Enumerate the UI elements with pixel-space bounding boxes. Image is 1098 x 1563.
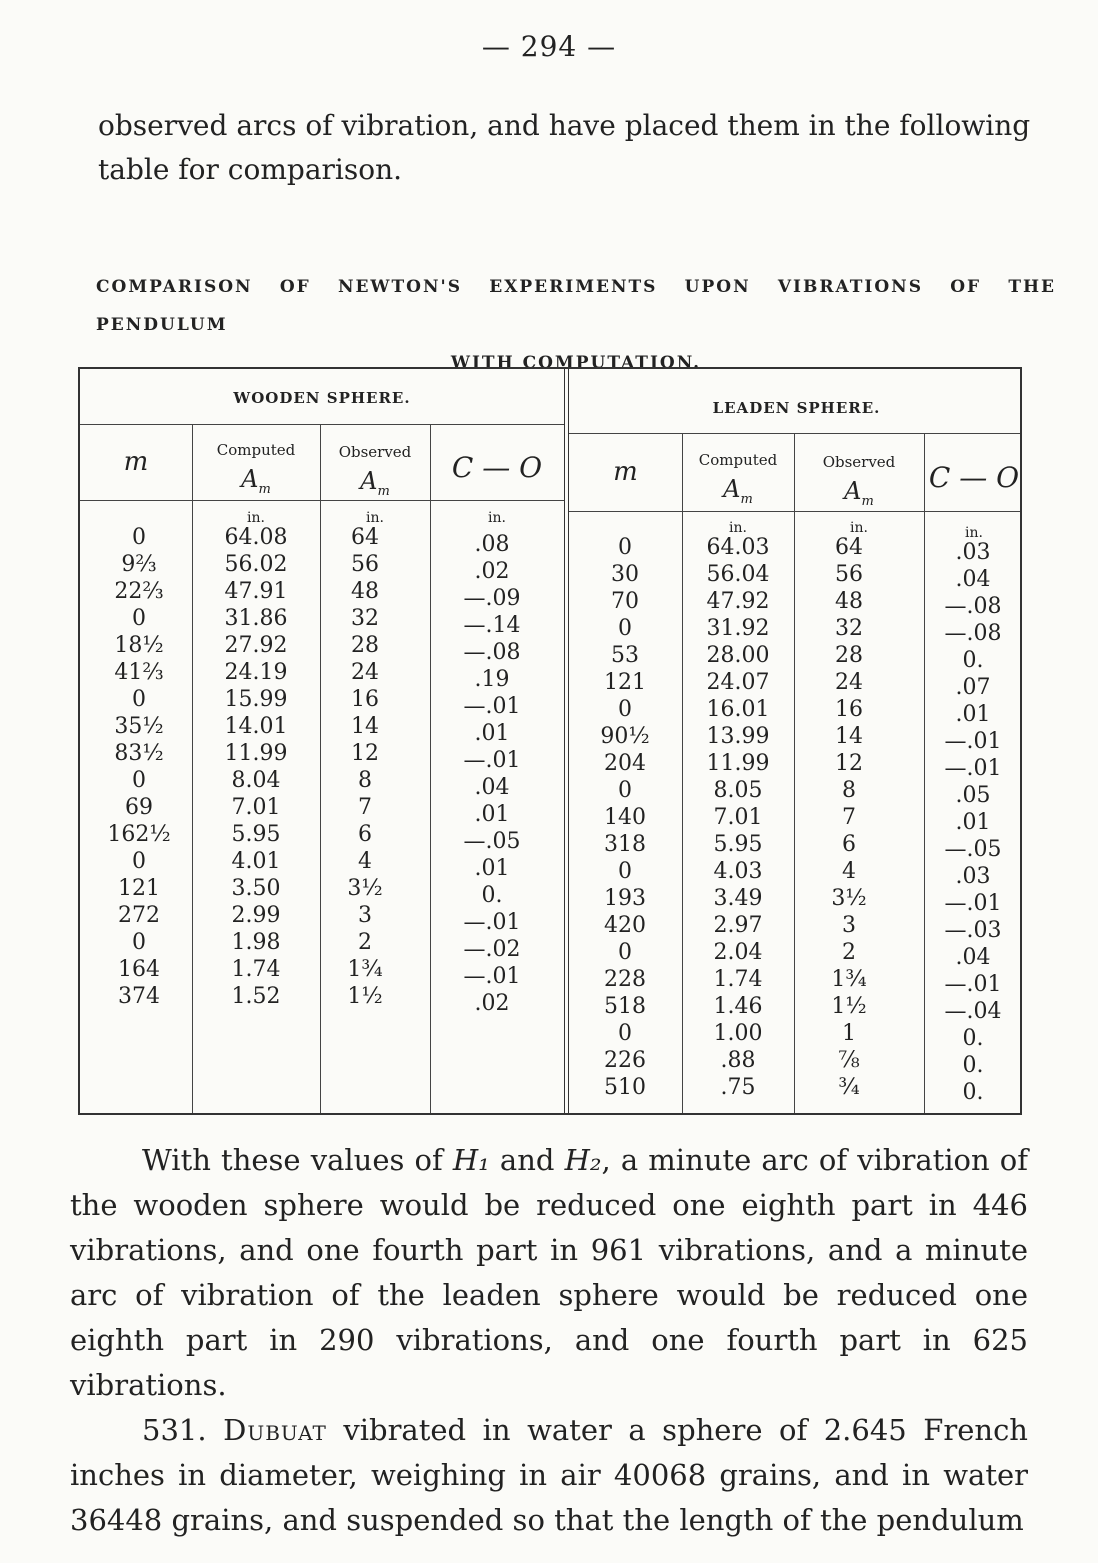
table-cell: —.08: [463, 640, 521, 665]
m-subscript: m: [740, 491, 753, 507]
table-cell: 1½: [347, 984, 383, 1009]
m-subscript: m: [258, 481, 271, 497]
table-cell: —.01: [463, 748, 521, 773]
leaden-c-minus-o-column: [930, 539, 1016, 1106]
table-cell: 0: [132, 687, 146, 712]
table-cell: 12: [835, 751, 863, 776]
table-cell: 9⅔: [121, 552, 157, 577]
table-cell: —.01: [463, 694, 521, 719]
table-cell: 140: [604, 805, 646, 830]
text-run: With these values of: [142, 1143, 453, 1177]
table-cell: 2.04: [713, 940, 763, 965]
table-cell: 193: [604, 886, 646, 911]
text-run: vibrated in water a sphere of 2.645 French inches in diameter, weighing in air 40068 grains, and in water 36448 grains, and suspended so that the length of the pendulum: [70, 1413, 1028, 1537]
table-cell: 48: [835, 589, 863, 614]
table-cell: 2.99: [231, 903, 281, 928]
table-cell: 4: [358, 849, 372, 874]
section-number: 531.: [142, 1413, 224, 1447]
table-cell: 90½: [600, 724, 650, 749]
table-cell: 4.03: [713, 859, 763, 884]
table-cell: 1.46: [713, 994, 763, 1019]
table-cell: 64: [351, 525, 379, 550]
observed-label: Observed: [822, 453, 896, 471]
leaden-m-header: m: [613, 457, 638, 487]
table-cell: 14: [351, 714, 379, 739]
symbol-h2: H₂: [564, 1143, 602, 1177]
table-cell: 5.95: [231, 822, 281, 847]
table-cell: 24: [351, 660, 379, 685]
m-subscript: m: [377, 483, 390, 499]
a-symbol: A: [723, 475, 741, 503]
leaden-sphere-title: LEADEN SPHERE.: [712, 399, 881, 417]
table-cell: 0: [618, 616, 632, 641]
table-cell: 31.92: [706, 616, 770, 641]
table-cell: ⅞: [838, 1048, 860, 1073]
unit-label: in.: [366, 510, 384, 526]
table-cell: 14.01: [224, 714, 288, 739]
row-divider: [80, 500, 564, 501]
table-cell: 1.52: [231, 984, 281, 1009]
table-cell: —.08: [944, 621, 1002, 646]
table-cell: .01: [474, 856, 510, 881]
symbol-h1: H₁: [452, 1143, 490, 1177]
table-cell: 24.19: [224, 660, 288, 685]
table-cell: 0: [132, 606, 146, 631]
table-cell: 420: [604, 913, 646, 938]
table-cell: 7: [842, 805, 856, 830]
table-cell: 0: [132, 768, 146, 793]
table-cell: 14: [835, 724, 863, 749]
table-cell: 1.74: [713, 967, 763, 992]
table-cell: 56: [835, 562, 863, 587]
wooden-m-header: m: [123, 447, 149, 477]
table-cell: 5.95: [713, 832, 763, 857]
table-cell: 1¾: [831, 967, 867, 992]
computed-label: Computed: [698, 451, 778, 469]
table-cell: 11.99: [706, 751, 770, 776]
wooden-c-minus-o-column: [442, 531, 542, 1017]
table-cell: 0: [618, 859, 632, 884]
table-cell: 0.: [962, 648, 984, 673]
text-run: and: [489, 1143, 565, 1177]
table-cell: .05: [955, 783, 991, 808]
caption-line-1: COMPARISON OF NEWTON'S EXPERIMENTS UPON VIBRATIONS OF THE PENDULUM: [96, 277, 1056, 335]
table-cell: 3.50: [231, 876, 281, 901]
table-cell: .04: [955, 567, 991, 592]
table-cell: 0: [618, 1021, 632, 1046]
table-cell: 121: [604, 670, 646, 695]
table-cell: .07: [955, 675, 991, 700]
table-caption: [96, 268, 1056, 382]
table-cell: 374: [118, 984, 160, 1009]
table-cell: 3: [358, 903, 372, 928]
a-symbol: A: [844, 477, 862, 505]
table-cell: 83½: [114, 741, 164, 766]
table-cell: 64.08: [224, 525, 288, 550]
table-cell: —.01: [944, 756, 1002, 781]
unit-label: in.: [247, 510, 265, 526]
a-m-symbol: [192, 465, 320, 497]
table-cell: 228: [604, 967, 646, 992]
table-cell: .01: [474, 802, 510, 827]
leaden-m-column: [580, 534, 670, 1101]
table-cell: 28: [351, 633, 379, 658]
table-cell: .04: [955, 945, 991, 970]
table-cell: —.02: [463, 937, 521, 962]
table-cell: .01: [474, 721, 510, 746]
table-cell: 16: [835, 697, 863, 722]
table-cell: 48: [351, 579, 379, 604]
author-name: Dubuat: [223, 1413, 327, 1447]
table-cell: 0.: [962, 1080, 984, 1105]
unit-label: in.: [965, 525, 983, 541]
table-cell: 32: [835, 616, 863, 641]
table-cell: 0: [132, 849, 146, 874]
a-m-symbol: [320, 467, 430, 499]
table-cell: 510: [604, 1075, 646, 1100]
table-cell: 16.01: [706, 697, 770, 722]
table-cell: 24: [835, 670, 863, 695]
page-number: — 294 —: [481, 30, 617, 63]
table-cell: .04: [474, 775, 510, 800]
table-cell: 0.: [962, 1053, 984, 1078]
table-cell: 22⅔: [114, 579, 164, 604]
table-cell: —.03: [944, 918, 1002, 943]
col-divider: [430, 425, 431, 1113]
table-cell: .88: [720, 1048, 756, 1073]
table-cell: —.01: [944, 972, 1002, 997]
table-cell: 3: [842, 913, 856, 938]
table-cell: —.05: [944, 837, 1002, 862]
a-m-symbol: [794, 477, 924, 509]
table-cell: 16: [351, 687, 379, 712]
table-cell: 70: [611, 589, 639, 614]
wooden-c-minus-o-header: C — O: [451, 451, 543, 484]
table-cell: 1.74: [231, 957, 281, 982]
table-cell: —.01: [463, 964, 521, 989]
body-text: [70, 1138, 1028, 1543]
a-m-symbol: [682, 475, 794, 507]
table-cell: 24.07: [706, 670, 770, 695]
wooden-observed-column: [320, 524, 410, 1010]
table-cell: 4.01: [231, 849, 281, 874]
table-cell: 0.: [962, 1026, 984, 1051]
table-cell: 13.99: [706, 724, 770, 749]
table-cell: 518: [604, 994, 646, 1019]
table-cell: 8.04: [231, 768, 281, 793]
table-cell: 164: [118, 957, 160, 982]
text-run: , a minute arc of vibration of the wooden sphere would be reduced one eighth part in 446 vibrations, and one fourth part in 961 vibrations, and a minute arc of vibration of the leaden sphere would be reduced one eighth part in 290 vibrations, and one fourth part in 625 vibrations.: [70, 1143, 1029, 1402]
leaden-computed-header: [682, 451, 794, 507]
table-cell: 18½: [114, 633, 164, 658]
table-cell: .19: [474, 667, 510, 692]
caption-line-2: WITH COMPUTATION.: [450, 353, 702, 373]
paragraph-reduction: [70, 1138, 1028, 1408]
table-cell: 47.91: [224, 579, 288, 604]
table-cell: 2: [358, 930, 372, 955]
table-cell: —.09: [463, 586, 521, 611]
wooden-computed-header: [192, 441, 320, 497]
table-cell: 7: [358, 795, 372, 820]
leaden-observed-column: [794, 534, 904, 1101]
table-cell: 3½: [347, 876, 383, 901]
row-divider: [569, 433, 1020, 434]
table-cell: 0.: [481, 883, 503, 908]
paragraph-531: [70, 1408, 1028, 1543]
table-cell: 6: [358, 822, 372, 847]
table-cell: .01: [955, 702, 991, 727]
table-cell: 3.49: [713, 886, 763, 911]
table-cell: 15.99: [224, 687, 288, 712]
table-cell: 27.92: [224, 633, 288, 658]
unit-label: in.: [729, 520, 747, 536]
table-cell: 0: [618, 697, 632, 722]
table-cell: ¾: [838, 1075, 860, 1100]
wooden-observed-header: [320, 443, 430, 499]
table-cell: 32: [351, 606, 379, 631]
table-cell: 56.02: [224, 552, 288, 577]
table-cell: 69: [125, 795, 153, 820]
table-cell: 7.01: [231, 795, 281, 820]
table-cell: —.14: [463, 613, 521, 638]
table-cell: 0: [132, 930, 146, 955]
table-cell: —.08: [944, 594, 1002, 619]
table-cell: 318: [604, 832, 646, 857]
table-cell: 204: [604, 751, 646, 776]
table-cell: 1.00: [713, 1021, 763, 1046]
table-cell: .01: [955, 810, 991, 835]
table-cell: .08: [474, 532, 510, 557]
table-cell: 0: [132, 525, 146, 550]
leaden-computed-column: [682, 534, 794, 1101]
table-cell: 4: [842, 859, 856, 884]
table-cell: —.04: [944, 999, 1002, 1024]
table-cell: 64.03: [706, 535, 770, 560]
table-cell: .02: [474, 559, 510, 584]
table-cell: 0: [618, 535, 632, 560]
table-cell: 12: [351, 741, 379, 766]
table-cell: 53: [611, 643, 639, 668]
table-cell: 8: [358, 768, 372, 793]
table-cell: 1.98: [231, 930, 281, 955]
comparison-table: [78, 367, 1022, 1115]
table-cell: 1: [842, 1021, 856, 1046]
wooden-m-column: [94, 524, 184, 1010]
wooden-sphere-title: WOODEN SPHERE.: [233, 389, 411, 407]
table-cell: 8: [842, 778, 856, 803]
row-divider: [80, 424, 564, 425]
table-cell: 1½: [831, 994, 867, 1019]
table-cell: 47.92: [706, 589, 770, 614]
table-cell: 121: [118, 876, 160, 901]
table-cell: 28: [835, 643, 863, 668]
table-cell: 2: [842, 940, 856, 965]
table-cell: .03: [955, 540, 991, 565]
m-subscript: m: [861, 493, 874, 509]
table-cell: 226: [604, 1048, 646, 1073]
table-cell: .03: [955, 864, 991, 889]
table-cell: —.05: [463, 829, 521, 854]
table-cell: 11.99: [224, 741, 288, 766]
table-cell: 6: [842, 832, 856, 857]
table-cell: 3½: [831, 886, 867, 911]
table-cell: .75: [720, 1075, 756, 1100]
table-cell: 35½: [114, 714, 164, 739]
table-cell: —.01: [463, 910, 521, 935]
table-cell: 8.05: [713, 778, 763, 803]
leaden-observed-header: [794, 453, 924, 509]
intro-paragraph: observed arcs of vibration, and have placed them in the following table for comparison.: [98, 109, 1031, 186]
table-cell: 31.86: [224, 606, 288, 631]
table-cell: 0: [618, 778, 632, 803]
table-cell: 64: [835, 535, 863, 560]
table-cell: 2.97: [713, 913, 763, 938]
table-cell: —.01: [944, 891, 1002, 916]
row-divider: [569, 511, 1020, 512]
table-cell: 28.00: [706, 643, 770, 668]
unit-label: in.: [488, 510, 506, 526]
wooden-computed-column: [192, 524, 320, 1010]
table-cell: .02: [474, 991, 510, 1016]
table-cell: 272: [118, 903, 160, 928]
table-cell: 0: [618, 940, 632, 965]
table-cell: 41⅔: [114, 660, 164, 685]
table-cell: —.01: [944, 729, 1002, 754]
table-cell: 30: [611, 562, 639, 587]
table-cell: 162½: [107, 822, 171, 847]
table-cell: 56: [351, 552, 379, 577]
table-cell: 7.01: [713, 805, 763, 830]
computed-label: Computed: [216, 441, 296, 459]
a-symbol: A: [241, 465, 259, 493]
unit-label: in.: [850, 520, 868, 536]
leaden-c-minus-o-header: C — O: [928, 461, 1020, 494]
observed-label: Observed: [338, 443, 412, 461]
a-symbol: A: [360, 467, 378, 495]
table-cell: 1¾: [347, 957, 383, 982]
table-cell: 56.04: [706, 562, 770, 587]
